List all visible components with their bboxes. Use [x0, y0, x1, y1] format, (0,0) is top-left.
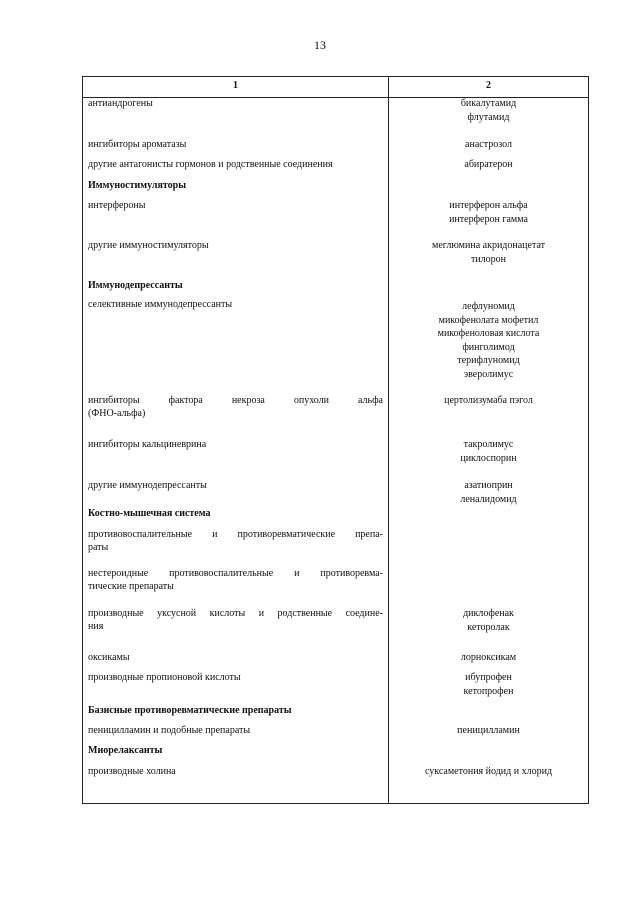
column-header-2: 2 — [486, 80, 491, 91]
group-label: нестероидные противовоспалительные и противоревма- тические препараты — [88, 568, 383, 592]
section-heading: Иммуностимуляторы — [88, 180, 187, 191]
group-label: пеницилламин и подобные препараты — [88, 725, 251, 736]
drug-list: анастрозол — [465, 139, 512, 150]
group-label: антиандрогены — [88, 98, 153, 109]
group-label: селективные иммунодепрессанты — [88, 299, 233, 310]
drug-list: лефлуномид микофенолата мофетил микофеноловая кислота финголимод терифлуномид эверолимус — [437, 301, 540, 380]
group-label: ингибиторы кальциневрина — [88, 439, 207, 450]
column-header-1: 1 — [233, 80, 238, 91]
drug-list: такролимус циклоспорин — [460, 439, 517, 464]
drug-list: бикалутамид флутамид — [460, 98, 517, 123]
drug-list: лорноксикам — [460, 652, 517, 663]
group-label: другие иммуностимуляторы — [88, 240, 209, 251]
section-heading: Миорелаксанты — [88, 745, 163, 756]
drug-list: меглюмина акридонацетат тилорон — [431, 240, 546, 265]
page-number: 13 — [314, 38, 326, 52]
section-heading: Базисные противоревматические препараты — [88, 705, 292, 716]
drug-list: цертолизумаба пэгол — [444, 395, 533, 406]
table-header-row — [83, 76, 588, 98]
drug-classification-table — [82, 76, 589, 804]
drug-list: азатиоприн леналидомид — [460, 480, 517, 505]
drug-list: интерферон альфа интерферон гамма — [449, 200, 528, 225]
drug-list: ибупрофен кетопрофен — [463, 672, 514, 697]
drug-list: суксаметония йодид и хлорид — [424, 766, 553, 777]
group-label: противовоспалительные и противоревматические препа- раты — [88, 529, 383, 553]
drug-list: диклофенак кеторолак — [463, 608, 514, 633]
group-label: другие иммунодепрессанты — [88, 480, 207, 491]
group-label: производные уксусной кислоты и родственные соедине- ния — [88, 608, 383, 632]
group-label: ингибиторы фактора некроза опухоли альфа (ФНО-альфа) — [88, 395, 383, 419]
section-heading: Костно-мышечная система — [88, 508, 211, 519]
group-label: оксикамы — [88, 652, 130, 663]
group-label: интерфероны — [88, 200, 146, 211]
group-label: производные пропионовой кислоты — [88, 672, 241, 683]
group-label: другие антагонисты гормонов и родственные соединения — [88, 159, 333, 170]
section-heading: Иммунодепрессанты — [88, 280, 183, 291]
drug-list: пеницилламин — [457, 725, 520, 736]
drug-list: абиратерон — [464, 159, 513, 170]
group-label: производные холина — [88, 766, 176, 777]
group-label: ингибиторы ароматазы — [88, 139, 187, 150]
